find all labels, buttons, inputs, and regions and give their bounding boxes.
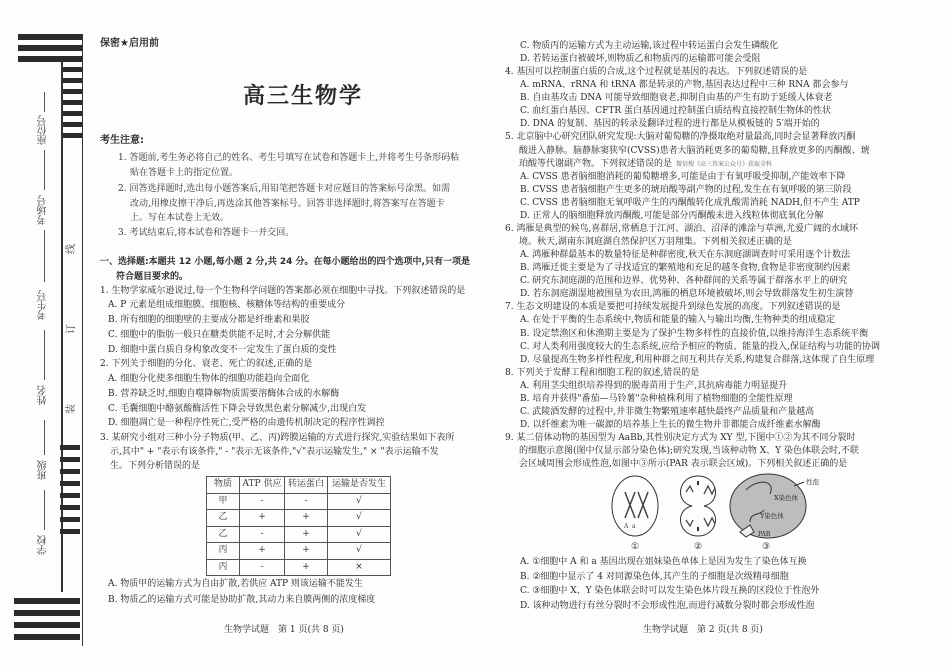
- question-2-option-b: B. 营养缺乏时,细胞自噬降解物质需要溶酶体合成的水解酶: [108, 389, 340, 399]
- cell-2-diagram: [681, 476, 716, 536]
- question-1-option-d: D. 细胞中蛋白质自身构象改变不一定发生了蛋白质的变性: [108, 345, 337, 355]
- table-row: [207, 510, 391, 527]
- question-9-option-b: B. ②细胞中显示了 4 对同源染色体,其产生的子细胞是次级精母细胞: [520, 572, 789, 582]
- question-9-stem-cont: 会区域周围会形成性泡,如图中③所示(PAR 表示联会区域)。下列相关叙述正确的是: [519, 459, 848, 469]
- page-1-footer: 生物学试题 第 1 页(共 8 页): [224, 625, 344, 635]
- question-6-option-b: B. 鸿雁迁徙主要是为了寻找适宜的繁殖地和充足的越冬食物,食物是非密度制约因素: [520, 263, 851, 273]
- table-cell: +: [240, 543, 285, 560]
- question-2-option-a: A. 细胞分化使多细胞生物体的细胞功能趋向全面化: [108, 374, 310, 384]
- question-2-option-c: C. 毛囊细胞中酪氨酸酶活性下降会导致黑色素分解减少,出现白发: [108, 404, 367, 414]
- seat-number-label: 座位号: [38, 115, 49, 145]
- table-row: [207, 543, 391, 560]
- table-cell: +: [285, 543, 328, 560]
- question-4-option-d: D. DNA 的复制、基因的转录及翻译过程的进行都是从模板链的 5′端开始的: [520, 119, 820, 129]
- table-cell: 丙: [207, 559, 240, 576]
- watermark-text: 微信搜《高三答案公众号》获取全科: [676, 161, 773, 168]
- table-cell: -: [285, 493, 328, 510]
- question-5-option-d: D. 正常人的脑细胞释放丙酮酸,可能是部分丙酮酸未进入线粒体彻底氧化分解: [520, 211, 824, 221]
- table-cell: +: [285, 559, 328, 576]
- table-cell: √: [328, 493, 391, 510]
- notice-line: 3. 考试结束后,将本试卷和答题卡一并交回。: [118, 228, 295, 238]
- name-label: 姓名: [38, 385, 49, 405]
- question-6-option-a: A. 鸿雁种群最基本的数量特征是种群密度,秋天在东洞庭湖调查时可采用逐个计数法: [520, 250, 851, 260]
- question-5-stem-text: 珀酸等代谢副产物。下列叙述错误的是: [519, 159, 673, 169]
- gene-label-A: A: [624, 523, 629, 530]
- binding-mark-line: 线: [66, 244, 77, 254]
- table-header: ATP 供应: [240, 477, 285, 494]
- question-1-option-c: C. 细胞中的脂肪一般只在糖类供能不足时,才会分解供能: [108, 330, 331, 340]
- question-1-option-a: A. P 元素是组成细胞膜、细胞核、核糖体等结构的重要成分: [108, 300, 346, 310]
- question-3-stem: 3. 某研究小组对三种小分子物质(甲、乙、丙)跨膜运输的方式进行探究,实验结果如下表所: [100, 433, 455, 443]
- sex-vesicle-label: 性泡: [806, 478, 819, 486]
- question-6-stem: 6. 鸿雁是典型的候鸟,喜群居,常栖息于江河、湖泊、沼泽的滩涂与草洲,尤爱广阔的水域环: [505, 224, 859, 234]
- question-7-option-b: B. 设定禁渔区和休渔期主要是为了保护生物多样性的直接价值,以维持海洋生态系统平衡: [520, 329, 869, 339]
- figure-label-2: ②: [694, 542, 703, 552]
- table-cell: 甲: [207, 493, 240, 510]
- table-header-row: [207, 477, 391, 494]
- question-6-stem-cont: 境。秋天,湖南东洞庭湖自然保护区万羽翔集。下列相关叙述正确的是: [519, 237, 792, 247]
- notice-line: 1. 答题前,考生务必将自己的姓名、考生号填写在试卷和答题卡上,并将考生号条形码粘: [118, 153, 460, 163]
- cell-3-diagram: [730, 474, 820, 538]
- question-4-option-b: B. 自由基攻击 DNA 可能导致细胞衰老,抑制自由基的产生有助于延缓人体衰老: [520, 93, 833, 103]
- exam-room-label: 考场号: [38, 195, 49, 225]
- x-chromosome-label: X染色体: [774, 494, 799, 502]
- section-heading-cont: 符合题目要求的。: [116, 272, 189, 282]
- table-cell: ×: [328, 559, 391, 576]
- question-5-stem: 5. 北京脑中心研究团队研究发现:大脑对葡萄糖的净摄取绝对量最高,同时会显著释放丙酮: [505, 132, 856, 142]
- binding-mark-staple: 订: [66, 324, 77, 334]
- question-2-option-d: D. 细胞凋亡是一种程序性死亡,受严格的由遗传机制决定的程序性调控: [108, 418, 385, 428]
- section-heading: 一、选择题:本题共 12 小题,每小题 2 分,共 24 分。在每小题给出的四个选项中,只有一项是: [100, 257, 470, 267]
- question-3-stem-cont: 示,其中" + "表示有该条件," - "表示无该条件,"√"表示运输发生," × "表示运输不发: [110, 447, 439, 457]
- y-chromosome-label: Y染色体: [760, 512, 784, 520]
- question-3-option-d: D. 若转运蛋白被破坏,则物质乙和物质丙的运输都可能会受阻: [520, 54, 761, 64]
- question-5-option-a: A. CVSS 患者脑细胞消耗的葡萄糖增多,可能是由于有氧呼吸受抑制,产能效率下降: [520, 172, 846, 182]
- notice-heading: 考生注意:: [100, 135, 144, 146]
- table-header: 运输是否发生: [328, 477, 391, 494]
- table-cell: 乙: [207, 510, 240, 527]
- table-cell: √: [328, 543, 391, 560]
- page-title: 高三生物学: [243, 84, 364, 109]
- confidential-label: 保密★启用前: [100, 38, 159, 49]
- table-cell: +: [285, 526, 328, 543]
- question-9-stem: 9. 某二倍体动物的基因型为 AaBb,其性别决定方式为 XY 型,下图中①②为其不同分裂时: [505, 433, 856, 443]
- question-8-option-b: B. 培育并获得"番茄—马铃薯"杂种植株利用了植物细胞的全能性原理: [520, 394, 793, 404]
- table-cell: +: [285, 510, 328, 527]
- question-8-option-d: D. 以纤维素为唯一碳源的培养基上生长的微生物并非都能合成纤维素水解酶: [520, 420, 821, 430]
- question-9-option-d: D. 该种动物进行有丝分裂时不会形成性泡,而进行减数分裂时都会形成性泡: [520, 601, 815, 611]
- question-5-option-b: B. CVSS 患者脑细胞产生更多的琥珀酸等副产物的过程,发生在有氧呼吸的第三阶段: [520, 185, 852, 195]
- figure-label-3: ③: [762, 542, 771, 552]
- question-4-option-a: A. mRNA、rRNA 和 tRNA 都是转录的产物,基因表达过程中三种 RNA 都会参与: [520, 80, 849, 90]
- question-7-option-a: A. 在处于平衡的生态系统中,物质和能量的输入与输出均衡,生物种类的组成稳定: [520, 315, 835, 325]
- question-6-option-c: C. 研究东洞庭湖的范围和边界、优势种、各种群间的关系等属于群落水平上的研究: [520, 276, 848, 286]
- school-label: 学校: [38, 535, 49, 555]
- question-2-stem: 2. 下列关于细胞的分化、衰老、死亡的叙述,正确的是: [100, 359, 313, 369]
- cell-1-diagram: [612, 476, 658, 536]
- question-4-stem: 4. 基因可以控制蛋白质的合成,这个过程就是基因的表达。下列叙述错误的是: [505, 67, 808, 77]
- figure-label-1: ①: [631, 542, 640, 552]
- table-cell: -: [240, 526, 285, 543]
- binding-mark-bind: 装: [66, 404, 77, 414]
- notice-line: 上。写在本试卷上无效。: [130, 213, 230, 223]
- table-row: [207, 493, 391, 510]
- par-label: PAR: [758, 531, 771, 538]
- question-1-stem: 1. 生物学家威尔逊说过,每一个生物科学问题的答案都必须在细胞中寻找。下列叙述错误的是: [100, 286, 466, 296]
- table-cell: 丙: [207, 543, 240, 560]
- question-6-option-d: D. 若东洞庭湖湿地被围垦为农田,鸿雁的栖息环境被破坏,则会导致群落发生初生演替: [520, 289, 854, 299]
- question-9-option-a: A. ①细胞中 A 和 a 基因出现在姐妹染色单体上是因为发生了染色体互换: [520, 557, 807, 567]
- transport-results-table: [206, 476, 391, 576]
- question-4-option-c: C. 血红蛋白基因、CFTR 蛋白基因通过控制蛋白质结构直接控制生物体的性状: [520, 106, 832, 116]
- question-3-option-a: A. 物质甲的运输方式为自由扩散,若供应 ATP 则该运输不能发生: [108, 579, 363, 589]
- question-3-option-c: C. 物质丙的运输方式为主动运输,该过程中转运蛋白会发生磷酸化: [520, 41, 779, 51]
- question-7-option-c: C. 对人类利用强度较大的生态系统,应给予相应的物质、能量的投入,保证结构与功能的协调: [520, 342, 881, 352]
- question-8-option-c: C. 武陵酒发酵的过程中,并非微生物繁殖速率越快最终产品质量和产量越高: [520, 407, 815, 417]
- candidate-number-label: 考生号: [38, 290, 49, 320]
- question-8-option-a: A. 利用茎尖组织培养得到的脱毒苗用于生产,其抗病毒能力明显提升: [520, 381, 788, 391]
- question-5-stem-cont: [519, 158, 772, 171]
- notice-line: 2. 回答选择题时,选出每小题答案后,用铅笔把答题卡对应题目的答案标号涂黑。如需: [118, 184, 451, 194]
- question-7-stem: 7. 生态文明建设的本质是要把可持续发展提升到绿色发展的高度。下列叙述错误的是: [505, 302, 841, 312]
- table-row: [207, 526, 391, 543]
- table-header: 物质: [207, 477, 240, 494]
- question-3-option-b: B. 物质乙的运输方式可能是协助扩散,其动力来自膜两侧的浓度梯度: [108, 595, 376, 605]
- table-cell: -: [240, 493, 285, 510]
- question-1-option-b: B. 所有细胞的细胞壁的主要成分都是纤维素和果胶: [108, 315, 310, 325]
- class-label: 班级: [38, 460, 49, 480]
- notice-line: 改动,用橡皮擦干净后,再选涂其他答案标号。回答非选择题时,将答案写在答题卡: [130, 199, 445, 209]
- table-cell: √: [328, 510, 391, 527]
- question-7-option-d: D. 尽量提高生物多样性程度,利用种群之间互利共存关系,构建复合群落,这体现了自生原理: [520, 355, 875, 365]
- page-2-footer: 生物学试题 第 2 页(共 8 页): [643, 625, 763, 635]
- gene-label-a: a: [632, 523, 636, 530]
- table-cell: √: [328, 526, 391, 543]
- question-8-stem: 8. 下列关于发酵工程和细胞工程的叙述,错误的是: [505, 368, 700, 378]
- question-3-stem-cont: 生。下列分析错误的是: [110, 461, 201, 471]
- question-9-option-c: C. ③细胞中 X、Y 染色体联会时可以发生染色体片段互换的区段位于性泡外: [520, 586, 820, 596]
- notice-line: 贴在答题卡上的指定位置。: [130, 168, 239, 178]
- question-9-stem-cont: 的细胞示意图(图中仅显示部分染色体);研究发现,当该种动物 X、Y 染色体联会时,不联: [519, 446, 859, 456]
- cell-division-figure: [600, 472, 830, 540]
- question-5-stem-cont: 酸进入静脉。脑静脉窦狭窄(CVSS)患者大脑消耗更多的葡萄糖,且释放更多的丙酮酸、琥: [519, 146, 870, 156]
- table-cell: -: [240, 559, 285, 576]
- table-row: [207, 559, 391, 576]
- table-header: 转运蛋白: [285, 477, 328, 494]
- table-cell: 乙: [207, 526, 240, 543]
- table-cell: +: [240, 510, 285, 527]
- question-5-option-c: C. CVSS 患者脑细胞无氧呼吸产生的丙酮酸转化成乳酸需消耗 NADH,但不产生 ATP: [520, 198, 860, 208]
